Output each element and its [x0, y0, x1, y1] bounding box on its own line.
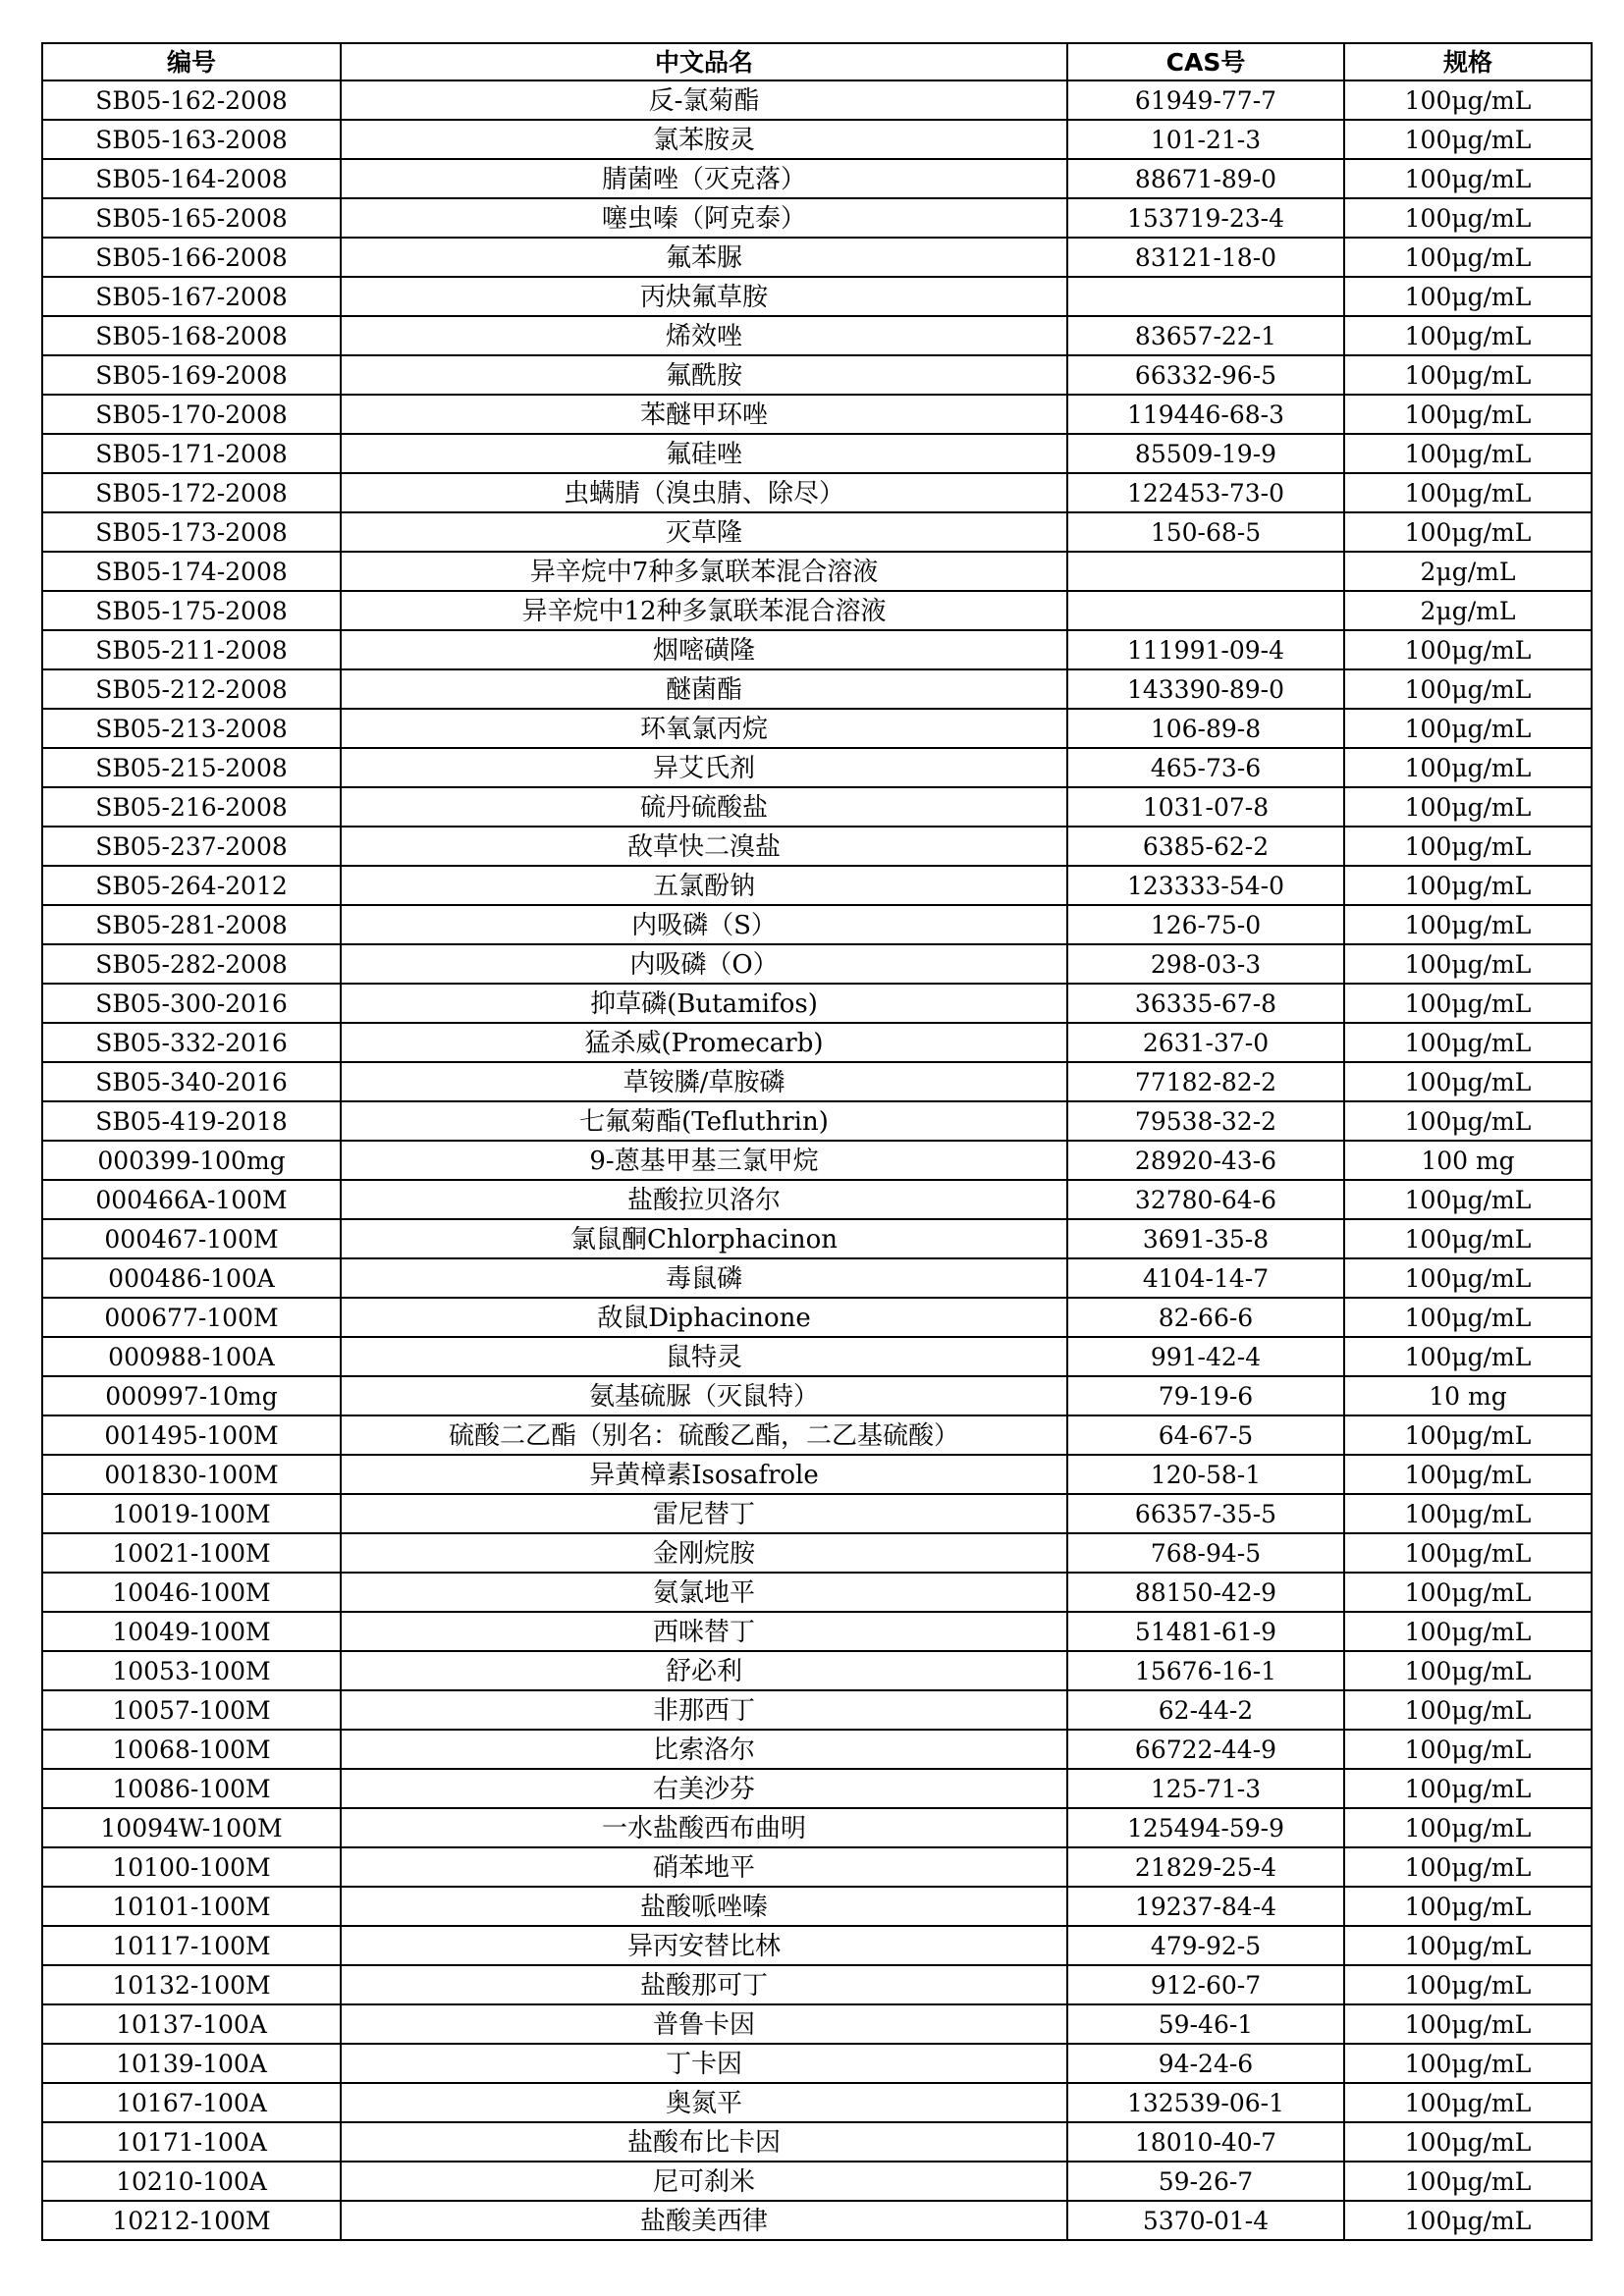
code-cell: SB05-167-2008	[42, 277, 341, 316]
name-cell: 氯苯胺灵	[341, 120, 1067, 159]
spec-cell: 2μg/mL	[1344, 552, 1592, 591]
table-row	[42, 80, 1592, 120]
cas-cell: 59-46-1	[1067, 2004, 1344, 2044]
code-cell: SB05-213-2008	[42, 709, 341, 748]
table-row	[42, 1101, 1592, 1141]
code-cell: 10132-100M	[42, 1965, 341, 2004]
code-cell: SB05-340-2016	[42, 1062, 341, 1101]
header-cas-number: CAS号	[1067, 43, 1344, 80]
code-cell: SB05-211-2008	[42, 630, 341, 669]
cas-cell: 298-03-3	[1067, 944, 1344, 984]
code-cell: 10100-100M	[42, 1847, 341, 1887]
cas-cell: 83121-18-0	[1067, 238, 1344, 277]
cas-cell: 19237-84-4	[1067, 1887, 1344, 1926]
code-cell: 000467-100M	[42, 1219, 341, 1258]
name-cell: 普鲁卡因	[341, 2004, 1067, 2044]
spec-cell: 100μg/mL	[1344, 1180, 1592, 1219]
spec-cell: 100μg/mL	[1344, 277, 1592, 316]
header-chinese-name: 中文品名	[341, 43, 1067, 80]
table-row	[42, 905, 1592, 944]
spec-cell: 100μg/mL	[1344, 1415, 1592, 1455]
name-cell: 七氟菊酯(Tefluthrin)	[341, 1101, 1067, 1141]
spec-cell: 100μg/mL	[1344, 1533, 1592, 1573]
spec-cell: 100μg/mL	[1344, 944, 1592, 984]
cas-cell: 66357-35-5	[1067, 1494, 1344, 1533]
table-row	[42, 120, 1592, 159]
product-table	[41, 42, 1593, 2241]
table-row	[42, 2201, 1592, 2240]
code-cell: 10212-100M	[42, 2201, 341, 2240]
code-cell: 10171-100A	[42, 2122, 341, 2162]
table-row	[42, 1258, 1592, 1298]
table-row	[42, 1651, 1592, 1690]
name-cell: 一水盐酸西布曲明	[341, 1808, 1067, 1847]
table-row	[42, 1455, 1592, 1494]
table-row	[42, 787, 1592, 827]
code-cell: SB05-173-2008	[42, 512, 341, 552]
cas-cell: 1031-07-8	[1067, 787, 1344, 827]
spec-cell: 100μg/mL	[1344, 2201, 1592, 2240]
name-cell: 腈菌唑（灭克落）	[341, 159, 1067, 198]
spec-cell: 100μg/mL	[1344, 1219, 1592, 1258]
name-cell: 氨基硫脲（灭鼠特）	[341, 1376, 1067, 1415]
code-cell: 10086-100M	[42, 1769, 341, 1808]
code-cell: SB05-174-2008	[42, 552, 341, 591]
code-cell: 10068-100M	[42, 1730, 341, 1769]
name-cell: 烟嘧磺隆	[341, 630, 1067, 669]
table-row	[42, 2162, 1592, 2201]
code-cell: 000988-100A	[42, 1337, 341, 1376]
name-cell: 盐酸拉贝洛尔	[341, 1180, 1067, 1219]
cas-cell: 465-73-6	[1067, 748, 1344, 787]
cas-cell: 119446-68-3	[1067, 395, 1344, 434]
table-row	[42, 316, 1592, 355]
table-row	[42, 984, 1592, 1023]
code-cell: SB05-215-2008	[42, 748, 341, 787]
cas-cell: 77182-82-2	[1067, 1062, 1344, 1101]
cas-cell: 62-44-2	[1067, 1690, 1344, 1730]
table-row	[42, 1219, 1592, 1258]
name-cell: 奥氮平	[341, 2083, 1067, 2122]
spec-cell: 2μg/mL	[1344, 591, 1592, 630]
cas-cell: 126-75-0	[1067, 905, 1344, 944]
spec-cell: 100μg/mL	[1344, 1847, 1592, 1887]
spec-cell: 100μg/mL	[1344, 198, 1592, 238]
name-cell: 氟苯脲	[341, 238, 1067, 277]
table-row	[42, 1415, 1592, 1455]
code-cell: SB05-169-2008	[42, 355, 341, 395]
table-row	[42, 1062, 1592, 1101]
spec-cell: 100μg/mL	[1344, 80, 1592, 120]
code-cell: SB05-165-2008	[42, 198, 341, 238]
cas-cell: 3691-35-8	[1067, 1219, 1344, 1258]
code-cell: 000399-100mg	[42, 1141, 341, 1180]
cas-cell: 912-60-7	[1067, 1965, 1344, 2004]
cas-cell: 768-94-5	[1067, 1533, 1344, 1573]
table-row	[42, 866, 1592, 905]
code-cell: 10167-100A	[42, 2083, 341, 2122]
table-row	[42, 395, 1592, 434]
table-header-row	[42, 43, 1592, 80]
code-cell: 000486-100A	[42, 1258, 341, 1298]
table-row	[42, 827, 1592, 866]
table-row	[42, 1141, 1592, 1180]
name-cell: 舒必利	[341, 1651, 1067, 1690]
table-row	[42, 1847, 1592, 1887]
spec-cell: 100μg/mL	[1344, 316, 1592, 355]
table-row	[42, 1298, 1592, 1337]
code-cell: 10057-100M	[42, 1690, 341, 1730]
spec-cell: 100μg/mL	[1344, 827, 1592, 866]
name-cell: 比索洛尔	[341, 1730, 1067, 1769]
code-cell: 10049-100M	[42, 1612, 341, 1651]
table-row	[42, 1887, 1592, 1926]
spec-cell: 100μg/mL	[1344, 2122, 1592, 2162]
name-cell: 硫丹硫酸盐	[341, 787, 1067, 827]
header-specification: 规格	[1344, 43, 1592, 80]
table-row	[42, 2083, 1592, 2122]
spec-cell: 100μg/mL	[1344, 1455, 1592, 1494]
code-cell: SB05-212-2008	[42, 669, 341, 709]
cas-cell: 32780-64-6	[1067, 1180, 1344, 1219]
code-cell: 10137-100A	[42, 2004, 341, 2044]
code-cell: 10139-100A	[42, 2044, 341, 2083]
name-cell: 内吸磷（S）	[341, 905, 1067, 944]
code-cell: SB05-264-2012	[42, 866, 341, 905]
spec-cell: 100 mg	[1344, 1141, 1592, 1180]
spec-cell: 100μg/mL	[1344, 2083, 1592, 2122]
name-cell: 敌草快二溴盐	[341, 827, 1067, 866]
spec-cell: 100μg/mL	[1344, 1573, 1592, 1612]
table-row	[42, 630, 1592, 669]
code-cell: 001495-100M	[42, 1415, 341, 1455]
cas-cell: 85509-19-9	[1067, 434, 1344, 473]
cas-cell: 5370-01-4	[1067, 2201, 1344, 2240]
code-cell: SB05-166-2008	[42, 238, 341, 277]
name-cell: 醚菌酯	[341, 669, 1067, 709]
cas-cell: 123333-54-0	[1067, 866, 1344, 905]
table-row	[42, 198, 1592, 238]
name-cell: 灭草隆	[341, 512, 1067, 552]
spec-cell: 100μg/mL	[1344, 434, 1592, 473]
code-cell: SB05-419-2018	[42, 1101, 341, 1141]
cas-cell: 6385-62-2	[1067, 827, 1344, 866]
code-cell: 10210-100A	[42, 2162, 341, 2201]
code-cell: 000677-100M	[42, 1298, 341, 1337]
cas-cell	[1067, 277, 1344, 316]
name-cell: 金刚烷胺	[341, 1533, 1067, 1573]
cas-cell: 132539-06-1	[1067, 2083, 1344, 2122]
name-cell: 虫螨腈（溴虫腈、除尽）	[341, 473, 1067, 512]
spec-cell: 100μg/mL	[1344, 1612, 1592, 1651]
code-cell: SB05-332-2016	[42, 1023, 341, 1062]
spec-cell: 100μg/mL	[1344, 669, 1592, 709]
table-row	[42, 1769, 1592, 1808]
name-cell: 苯醚甲环唑	[341, 395, 1067, 434]
code-cell: 001830-100M	[42, 1455, 341, 1494]
table-row	[42, 1808, 1592, 1847]
cas-cell: 79538-32-2	[1067, 1101, 1344, 1141]
table-row	[42, 591, 1592, 630]
table-row	[42, 669, 1592, 709]
name-cell: 猛杀威(Promecarb)	[341, 1023, 1067, 1062]
table-row	[42, 552, 1592, 591]
cas-cell: 61949-77-7	[1067, 80, 1344, 120]
spec-cell: 100μg/mL	[1344, 2004, 1592, 2044]
table-row	[42, 1023, 1592, 1062]
spec-cell: 100μg/mL	[1344, 1337, 1592, 1376]
code-cell: SB05-216-2008	[42, 787, 341, 827]
cas-cell: 36335-67-8	[1067, 984, 1344, 1023]
name-cell: 敌鼠Diphacinone	[341, 1298, 1067, 1337]
name-cell: 盐酸布比卡因	[341, 2122, 1067, 2162]
name-cell: 氨氯地平	[341, 1573, 1067, 1612]
cas-cell: 79-19-6	[1067, 1376, 1344, 1415]
table-row	[42, 1965, 1592, 2004]
spec-cell: 100μg/mL	[1344, 1887, 1592, 1926]
code-cell: SB05-237-2008	[42, 827, 341, 866]
cas-cell: 59-26-7	[1067, 2162, 1344, 2201]
table-row	[42, 1533, 1592, 1573]
name-cell: 环氧氯丙烷	[341, 709, 1067, 748]
name-cell: 鼠特灵	[341, 1337, 1067, 1376]
name-cell: 非那西丁	[341, 1690, 1067, 1730]
spec-cell: 100μg/mL	[1344, 1101, 1592, 1141]
table-row	[42, 1612, 1592, 1651]
code-cell: 10019-100M	[42, 1494, 341, 1533]
cas-cell: 82-66-6	[1067, 1298, 1344, 1337]
cas-cell: 66722-44-9	[1067, 1730, 1344, 1769]
name-cell: 内吸磷（O）	[341, 944, 1067, 984]
spec-cell: 100μg/mL	[1344, 512, 1592, 552]
spec-cell: 100μg/mL	[1344, 905, 1592, 944]
code-cell: 10094W-100M	[42, 1808, 341, 1847]
code-cell: 10021-100M	[42, 1533, 341, 1573]
cas-cell: 125-71-3	[1067, 1769, 1344, 1808]
spec-cell: 100μg/mL	[1344, 984, 1592, 1023]
cas-cell: 991-42-4	[1067, 1337, 1344, 1376]
name-cell: 氟硅唑	[341, 434, 1067, 473]
name-cell: 西咪替丁	[341, 1612, 1067, 1651]
name-cell: 异辛烷中12种多氯联苯混合溶液	[341, 591, 1067, 630]
cas-cell: 101-21-3	[1067, 120, 1344, 159]
cas-cell: 28920-43-6	[1067, 1141, 1344, 1180]
table-row	[42, 277, 1592, 316]
spec-cell: 100μg/mL	[1344, 866, 1592, 905]
name-cell: 草铵膦/草胺磷	[341, 1062, 1067, 1101]
name-cell: 异辛烷中7种多氯联苯混合溶液	[341, 552, 1067, 591]
table-row	[42, 1494, 1592, 1533]
name-cell: 硝苯地平	[341, 1847, 1067, 1887]
table-row	[42, 434, 1592, 473]
code-cell: 10053-100M	[42, 1651, 341, 1690]
spec-cell: 100μg/mL	[1344, 1808, 1592, 1847]
cas-cell: 88150-42-9	[1067, 1573, 1344, 1612]
spec-cell: 100μg/mL	[1344, 1062, 1592, 1101]
cas-cell: 479-92-5	[1067, 1926, 1344, 1965]
code-cell: 000466A-100M	[42, 1180, 341, 1219]
name-cell: 毒鼠磷	[341, 1258, 1067, 1298]
name-cell: 五氯酚钠	[341, 866, 1067, 905]
code-cell: 10101-100M	[42, 1887, 341, 1926]
code-cell: 10046-100M	[42, 1573, 341, 1612]
spec-cell: 100μg/mL	[1344, 1298, 1592, 1337]
name-cell: 9-蒽基甲基三氯甲烷	[341, 1141, 1067, 1180]
name-cell: 丁卡因	[341, 2044, 1067, 2083]
header-code: 编号	[42, 43, 341, 80]
code-cell: SB05-163-2008	[42, 120, 341, 159]
table-row	[42, 944, 1592, 984]
code-cell: SB05-175-2008	[42, 591, 341, 630]
code-cell: SB05-164-2008	[42, 159, 341, 198]
spec-cell: 100μg/mL	[1344, 238, 1592, 277]
code-cell: 10117-100M	[42, 1926, 341, 1965]
table-row	[42, 1337, 1592, 1376]
name-cell: 异丙安替比林	[341, 1926, 1067, 1965]
spec-cell: 100μg/mL	[1344, 1258, 1592, 1298]
spec-cell: 100μg/mL	[1344, 1965, 1592, 2004]
table-row	[42, 1690, 1592, 1730]
spec-cell: 100μg/mL	[1344, 1494, 1592, 1533]
spec-cell: 100μg/mL	[1344, 1690, 1592, 1730]
cas-cell: 88671-89-0	[1067, 159, 1344, 198]
table-row	[42, 709, 1592, 748]
cas-cell: 83657-22-1	[1067, 316, 1344, 355]
cas-cell	[1067, 552, 1344, 591]
table-row	[42, 159, 1592, 198]
name-cell: 尼可刹米	[341, 2162, 1067, 2201]
cas-cell: 51481-61-9	[1067, 1612, 1344, 1651]
cas-cell: 150-68-5	[1067, 512, 1344, 552]
spec-cell: 100μg/mL	[1344, 159, 1592, 198]
cas-cell: 21829-25-4	[1067, 1847, 1344, 1887]
table-row	[42, 1376, 1592, 1415]
code-cell: SB05-282-2008	[42, 944, 341, 984]
name-cell: 盐酸那可丁	[341, 1965, 1067, 2004]
name-cell: 反-氯菊酯	[341, 80, 1067, 120]
spec-cell: 100μg/mL	[1344, 120, 1592, 159]
name-cell: 右美沙芬	[341, 1769, 1067, 1808]
name-cell: 氯鼠酮Chlorphacinon	[341, 1219, 1067, 1258]
cas-cell: 143390-89-0	[1067, 669, 1344, 709]
name-cell: 异艾氏剂	[341, 748, 1067, 787]
cas-cell: 125494-59-9	[1067, 1808, 1344, 1847]
spec-cell: 100μg/mL	[1344, 1651, 1592, 1690]
name-cell: 抑草磷(Butamifos)	[341, 984, 1067, 1023]
spec-cell: 100μg/mL	[1344, 630, 1592, 669]
code-cell: SB05-171-2008	[42, 434, 341, 473]
code-cell: SB05-162-2008	[42, 80, 341, 120]
code-cell: SB05-168-2008	[42, 316, 341, 355]
table-row	[42, 1573, 1592, 1612]
name-cell: 盐酸美西律	[341, 2201, 1067, 2240]
spec-cell: 100μg/mL	[1344, 2162, 1592, 2201]
cas-cell: 15676-16-1	[1067, 1651, 1344, 1690]
code-cell: SB05-300-2016	[42, 984, 341, 1023]
table-row	[42, 238, 1592, 277]
code-cell: SB05-170-2008	[42, 395, 341, 434]
cas-cell: 94-24-6	[1067, 2044, 1344, 2083]
spec-cell: 100μg/mL	[1344, 709, 1592, 748]
table-row	[42, 1926, 1592, 1965]
name-cell: 氟酰胺	[341, 355, 1067, 395]
cas-cell	[1067, 591, 1344, 630]
spec-cell: 100μg/mL	[1344, 1926, 1592, 1965]
cas-cell: 64-67-5	[1067, 1415, 1344, 1455]
spec-cell: 100μg/mL	[1344, 787, 1592, 827]
table-row	[42, 473, 1592, 512]
name-cell: 盐酸哌唑嗪	[341, 1887, 1067, 1926]
table-row	[42, 1730, 1592, 1769]
spec-cell: 100μg/mL	[1344, 473, 1592, 512]
spec-cell: 100μg/mL	[1344, 748, 1592, 787]
table-row	[42, 2004, 1592, 2044]
spec-cell: 10 mg	[1344, 1376, 1592, 1415]
spec-cell: 100μg/mL	[1344, 395, 1592, 434]
name-cell: 噻虫嗪（阿克泰）	[341, 198, 1067, 238]
spec-cell: 100μg/mL	[1344, 1730, 1592, 1769]
table-row	[42, 2044, 1592, 2083]
product-table-page	[41, 42, 1591, 2241]
code-cell: SB05-281-2008	[42, 905, 341, 944]
name-cell: 硫酸二乙酯（别名：硫酸乙酯，二乙基硫酸）	[341, 1415, 1067, 1455]
table-row	[42, 2122, 1592, 2162]
table-body	[42, 80, 1592, 2240]
cas-cell: 122453-73-0	[1067, 473, 1344, 512]
cas-cell: 106-89-8	[1067, 709, 1344, 748]
table-row	[42, 512, 1592, 552]
cas-cell: 66332-96-5	[1067, 355, 1344, 395]
cas-cell: 120-58-1	[1067, 1455, 1344, 1494]
table-row	[42, 355, 1592, 395]
name-cell: 烯效唑	[341, 316, 1067, 355]
spec-cell: 100μg/mL	[1344, 355, 1592, 395]
name-cell: 丙炔氟草胺	[341, 277, 1067, 316]
code-cell: 000997-10mg	[42, 1376, 341, 1415]
code-cell: SB05-172-2008	[42, 473, 341, 512]
cas-cell: 2631-37-0	[1067, 1023, 1344, 1062]
cas-cell: 153719-23-4	[1067, 198, 1344, 238]
spec-cell: 100μg/mL	[1344, 1769, 1592, 1808]
cas-cell: 111991-09-4	[1067, 630, 1344, 669]
name-cell: 异黄樟素Isosafrole	[341, 1455, 1067, 1494]
cas-cell: 4104-14-7	[1067, 1258, 1344, 1298]
spec-cell: 100μg/mL	[1344, 1023, 1592, 1062]
name-cell: 雷尼替丁	[341, 1494, 1067, 1533]
table-row	[42, 1180, 1592, 1219]
cas-cell: 18010-40-7	[1067, 2122, 1344, 2162]
table-row	[42, 748, 1592, 787]
spec-cell: 100μg/mL	[1344, 2044, 1592, 2083]
